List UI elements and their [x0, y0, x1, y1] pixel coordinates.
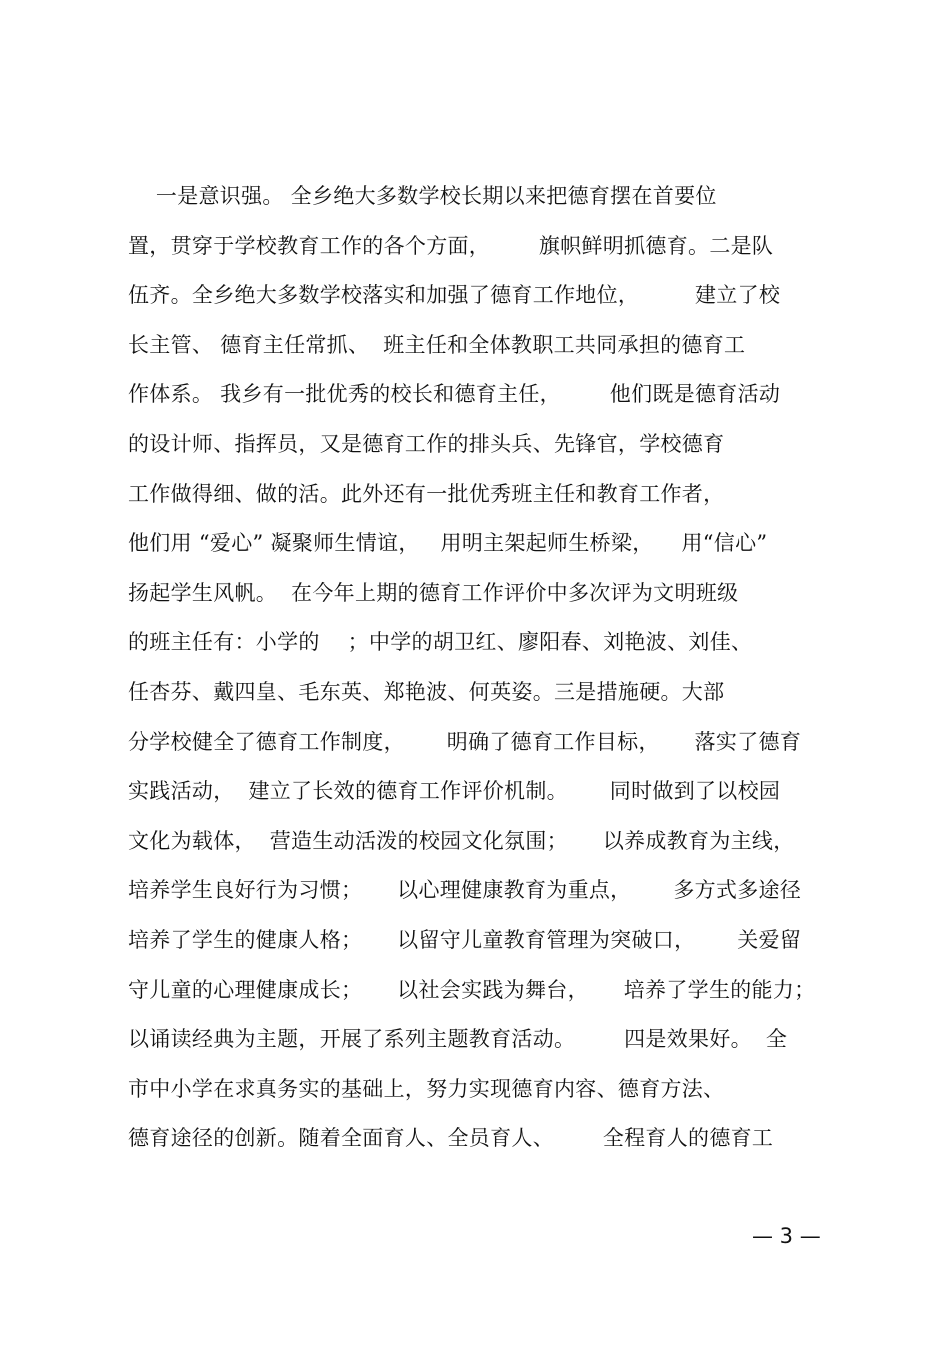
text-line: 一是意识强。 全乡绝大多数学校长期以来把德育摆在首要位: [128, 184, 717, 208]
text-line: 扬起学生风帆。 在今年上期的德育工作评价中多次评为文明班级: [128, 580, 739, 605]
text-line: 实践活动， 建立了长效的德育工作评价机制。 同时做到了以校园: [128, 779, 781, 804]
text-line: 的班主任有：小学的 ；中学的胡卫红、廖阳春、刘艳波、刘佳、: [128, 630, 753, 655]
page-number: — 3 —: [752, 1224, 821, 1248]
text-line: 工作做得细、做的活。此外还有一批优秀班主任和教育工作者，: [128, 481, 725, 506]
text-line: 置，贯穿于学校教育工作的各个方面， 旗帜鲜明抓德育。二是队: [128, 233, 774, 258]
text-line: 作体系。 我乡有一批优秀的校长和德育主任， 他们既是德育活动: [128, 382, 781, 407]
text-line: 培养学生良好行为习惯； 以心理健康教育为重点， 多方式多途径: [128, 878, 802, 903]
text-line: 以诵读经典为主题，开展了系列主题教育活动。 四是效果好。 全: [128, 1027, 788, 1052]
text-line: 守儿童的心理健康成长； 以社会实践为舞台， 培养了学生的能力；: [128, 977, 816, 1002]
text-line: 任杏芬、戴四皇、毛东英、郑艳波、何英姿。三是措施硬。大部: [128, 679, 725, 704]
text-line: 市中小学在求真务实的基础上，努力实现德育内容、德育方法、: [128, 1076, 725, 1101]
text-line: 德育途径的创新。随着全面育人、全员育人、 全程育人的德育工: [128, 1126, 774, 1151]
text-line: 的设计师、指挥员，又是德育工作的排头兵、先锋官，学校德育: [128, 431, 725, 456]
text-line: 他们用 “爱心” 凝聚师生情谊， 用明主架起师生桥梁， 用“信心”: [128, 531, 768, 556]
text-line: 文化为载体， 营造生动活泼的校园文化氛围； 以养成教育为主线，: [128, 828, 795, 853]
text-line: 伍齐。全乡绝大多数学校落实和加强了德育工作地位， 建立了校: [128, 283, 781, 308]
text-line: 长主管、 德育主任常抓、 班主任和全体教职工共同承担的德育工: [128, 332, 746, 357]
text-line: 分学校健全了德育工作制度， 明确了德育工作目标， 落实了德育: [128, 729, 802, 754]
text-line: 培养了学生的健康人格； 以留守儿童教育管理为突破口， 关爱留: [128, 927, 802, 952]
body-paragraph: [128, 172, 848, 1164]
